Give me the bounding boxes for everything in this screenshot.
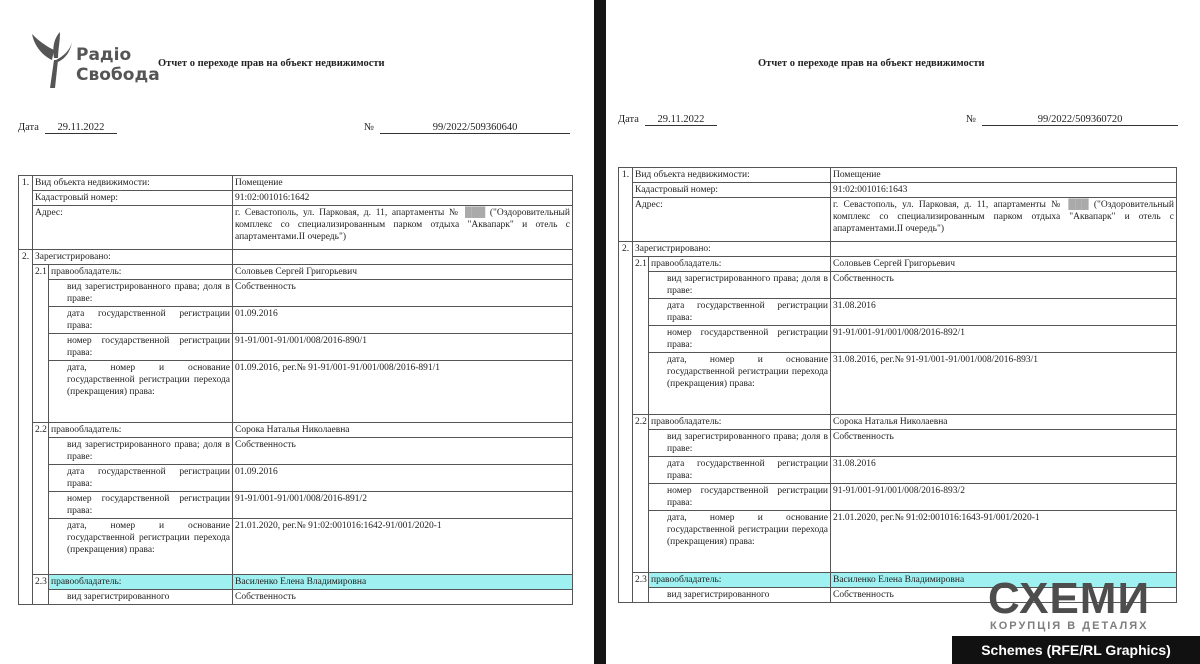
table-row <box>19 250 573 265</box>
date-value: 29.11.2022 <box>45 122 117 134</box>
table-row <box>619 272 1177 299</box>
table-row <box>19 280 573 307</box>
table-row <box>619 353 1177 415</box>
date-label: Дата <box>618 114 639 125</box>
table-row <box>19 575 573 590</box>
number-line <box>966 114 1178 126</box>
document-title: Отчет о переходе прав на объект недвижимости <box>158 58 385 69</box>
logo-line2: Свобода <box>76 65 160 85</box>
object-type-value: Помещение <box>233 176 573 191</box>
reg-number-value: 91-91/001-91/001/008/2016-892/1 <box>831 326 1177 353</box>
radio-svoboda-logo <box>30 30 170 90</box>
table-row <box>19 519 573 575</box>
number-label: № <box>364 122 375 133</box>
holder-value: Василенко Елена Владимировна <box>831 573 1177 588</box>
section-number: 1. <box>619 168 633 242</box>
reg-number-label: номер государственной регистрации права: <box>49 334 233 361</box>
reg-number-value: 91-91/001-91/001/008/2016-891/2 <box>233 492 573 519</box>
table-row <box>619 299 1177 326</box>
right-type-label: вид зарегистрированного права; доля в праве: <box>649 430 831 457</box>
transfer-basis-value: 21.01.2020, рег.№ 91:02:001016:1642-91/001/2020-1 <box>233 519 573 575</box>
date-line <box>618 114 717 126</box>
address-label: Адрес: <box>633 198 831 242</box>
table-row <box>619 457 1177 484</box>
section-number: 2. <box>619 242 633 603</box>
address-line2: ("Оздоровительный комплекс со специализированным парком отдыха "Аквапарк" и отель с апартаментами.II очередь") <box>833 200 1174 234</box>
document-title: Отчет о переходе прав на объект недвижимости <box>758 58 985 69</box>
table-row <box>19 265 573 280</box>
table-row <box>19 492 573 519</box>
right-document <box>606 0 1200 664</box>
table-row <box>19 423 573 438</box>
right-type-value: Собственность <box>233 280 573 307</box>
right-type-label: вид зарегистрированного права; доля в праве: <box>49 280 233 307</box>
right-type-label: вид зарегистрированного <box>649 588 831 603</box>
holder-value: Соловьев Сергей Григорьевич <box>831 257 1177 272</box>
empty-cell <box>233 250 573 265</box>
transfer-basis-label: дата, номер и основание государственной регистрации перехода (прекращения) права: <box>649 353 831 415</box>
reg-number-value: 91-91/001-91/001/008/2016-890/1 <box>233 334 573 361</box>
object-type-value: Помещение <box>831 168 1177 183</box>
table-row <box>619 430 1177 457</box>
reg-date-value: 01.09.2016 <box>233 465 573 492</box>
holder-number: 2.1 <box>33 265 49 423</box>
image-credit: Schemes (RFE/RL Graphics) <box>952 636 1200 664</box>
number-line <box>364 122 570 134</box>
holder-label: правообладатель: <box>649 257 831 272</box>
object-type-label: Вид объекта недвижимости: <box>33 176 233 191</box>
right-type-value: Собственность <box>233 590 573 605</box>
reg-date-label: дата государственной регистрации права: <box>649 299 831 326</box>
reg-date-label: дата государственной регистрации права: <box>49 465 233 492</box>
holder-value: Соловьев Сергей Григорьевич <box>233 265 573 280</box>
transfer-basis-label: дата, номер и основание государственной регистрации перехода (прекращения) права: <box>49 361 233 423</box>
table-row <box>19 438 573 465</box>
holder-number: 2.1 <box>633 257 649 415</box>
date-label: Дата <box>18 122 39 133</box>
holder-value: Сорока Наталья Николаевна <box>233 423 573 438</box>
reg-date-value: 31.08.2016 <box>831 299 1177 326</box>
logo-line1: Радіо <box>76 45 132 65</box>
holder-number: 2.2 <box>633 415 649 573</box>
table-row <box>619 326 1177 353</box>
holder-label: правообладатель: <box>49 575 233 590</box>
reg-date-label: дата государственной регистрации права: <box>649 457 831 484</box>
holder-number: 2.3 <box>33 575 49 605</box>
cadastral-value: 91:02:001016:1642 <box>233 191 573 206</box>
right-type-value: Собственность <box>233 438 573 465</box>
holder-value: Василенко Елена Владимировна <box>233 575 573 590</box>
transfer-basis-value: 21.01.2020, рег.№ 91:02:001016:1643-91/001/2020-1 <box>831 511 1177 573</box>
table-row <box>619 183 1177 198</box>
number-label: № <box>966 114 977 125</box>
right-type-value: Собственность <box>831 272 1177 299</box>
cadastral-label: Кадастровый номер: <box>633 183 831 198</box>
address-line1: г. Севастополь, ул. Парковая, д. 11, апартаменты № <box>235 208 461 218</box>
table-row <box>619 198 1177 242</box>
address-redacted: ███ <box>464 208 486 218</box>
table-row <box>19 334 573 361</box>
right-type-value: Собственность <box>831 430 1177 457</box>
table-row <box>619 415 1177 430</box>
object-type-label: Вид объекта недвижимости: <box>633 168 831 183</box>
transfer-basis-label: дата, номер и основание государственной регистрации перехода (прекращения) права: <box>49 519 233 575</box>
address-line2: ("Оздоровительный комплекс со специализированным парком отдыха "Аквапарк" и отель с апартаментами.II очередь") <box>235 208 571 242</box>
section-number: 1. <box>19 176 33 250</box>
transfer-basis-value: 01.09.2016, рег.№ 91-91/001-91/001/008/2016-891/1 <box>233 361 573 423</box>
reg-number-value: 91-91/001-91/001/008/2016-893/2 <box>831 484 1177 511</box>
property-table <box>18 175 573 605</box>
holder-number: 2.3 <box>633 573 649 603</box>
table-row <box>19 206 573 250</box>
empty-cell <box>831 242 1177 257</box>
section-number: 2. <box>19 250 33 605</box>
property-table <box>618 167 1177 603</box>
transfer-basis-value: 31.08.2016, рег.№ 91-91/001-91/001/008/2016-893/1 <box>831 353 1177 415</box>
number-value: 99/2022/509360720 <box>982 114 1178 126</box>
right-type-label: вид зарегистрированного права; доля в праве: <box>649 272 831 299</box>
reg-date-value: 31.08.2016 <box>831 457 1177 484</box>
schemes-watermark: СХЕМИ <box>988 574 1151 623</box>
table-row <box>619 257 1177 272</box>
date-line <box>18 122 117 134</box>
reg-number-label: номер государственной регистрации права: <box>49 492 233 519</box>
table-row <box>619 242 1177 257</box>
reg-number-label: номер государственной регистрации права: <box>649 326 831 353</box>
holder-label: правообладатель: <box>49 423 233 438</box>
holder-number: 2.2 <box>33 423 49 575</box>
holder-label: правообладатель: <box>649 573 831 588</box>
holder-label: правообладатель: <box>649 415 831 430</box>
transfer-basis-label: дата, номер и основание государственной регистрации перехода (прекращения) права: <box>649 511 831 573</box>
address-line1: г. Севастополь, ул. Парковая, д. 11, апартаменты № <box>833 200 1064 210</box>
table-row <box>619 168 1177 183</box>
cadastral-value: 91:02:001016:1643 <box>831 183 1177 198</box>
address-value <box>831 198 1177 242</box>
number-value: 99/2022/509360640 <box>380 122 570 134</box>
schemes-watermark-tagline: КОРУПЦІЯ В ДЕТАЛЯХ <box>990 620 1149 632</box>
left-document <box>0 0 594 664</box>
table-row <box>19 307 573 334</box>
table-row <box>19 590 573 605</box>
address-value <box>233 206 573 250</box>
table-row <box>19 465 573 492</box>
reg-number-label: номер государственной регистрации права: <box>649 484 831 511</box>
right-type-label: вид зарегистрированного права; доля в праве: <box>49 438 233 465</box>
right-type-label: вид зарегистрированного <box>49 590 233 605</box>
registered-label: Зарегистрировано: <box>633 242 831 257</box>
table-row <box>19 176 573 191</box>
table-row <box>619 484 1177 511</box>
holder-label: правообладатель: <box>49 265 233 280</box>
table-row <box>619 511 1177 573</box>
torch-icon <box>30 30 74 90</box>
address-redacted: ███ <box>1068 200 1089 210</box>
cadastral-label: Кадастровый номер: <box>33 191 233 206</box>
table-row <box>19 191 573 206</box>
registered-label: Зарегистрировано: <box>33 250 233 265</box>
address-label: Адрес: <box>33 206 233 250</box>
reg-date-label: дата государственной регистрации права: <box>49 307 233 334</box>
holder-value: Сорока Наталья Николаевна <box>831 415 1177 430</box>
reg-date-value: 01.09.2016 <box>233 307 573 334</box>
right-type-value: Собственность <box>831 588 1177 603</box>
table-row <box>19 361 573 423</box>
page-divider <box>594 0 606 664</box>
date-value: 29.11.2022 <box>645 114 717 126</box>
